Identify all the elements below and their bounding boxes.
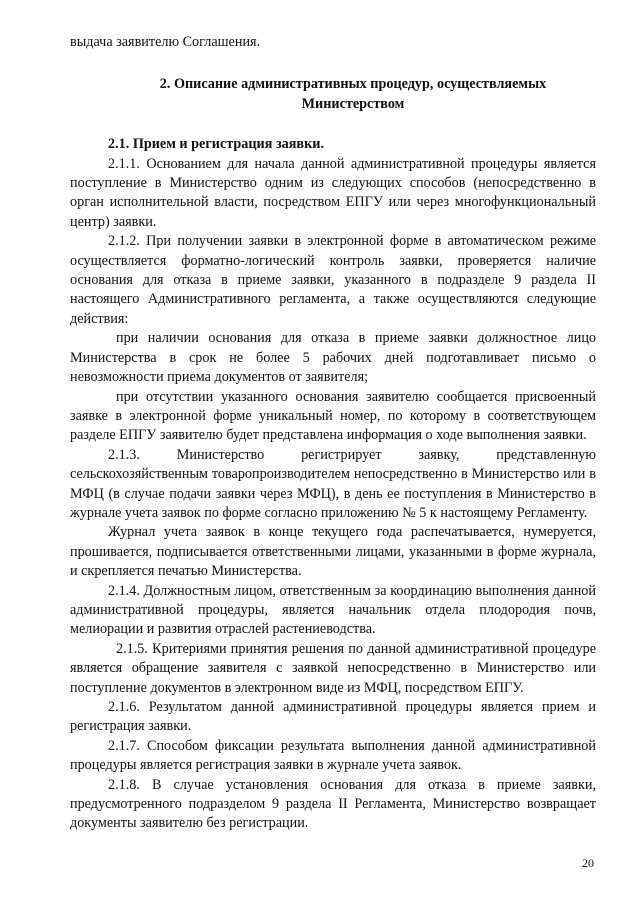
paragraph-2-1-2: 2.1.2. При получении заявки в электронной форме в автоматическом режиме осуществляется форматно-логический контроль заявки, проверяется наличие основания для отказа в приеме заявки, указанного в подразделе 9 раздела II настоящего Административного регламента, а также осуществляются следующие действия:: [70, 233, 596, 327]
section-heading-line2: Министерством: [301, 95, 405, 112]
page-number: 20: [582, 856, 594, 870]
section-heading: [70, 75, 596, 114]
lead-line: выдача заявителю Соглашения.: [70, 34, 261, 50]
paragraph-journal: Журнал учета заявок в конце текущего года распечатывается, нумеруется, прошивается, подписывается ответственными лицами, указанными в форме журнала, и скрепляется печатью Министерства.: [70, 524, 596, 580]
paragraph-2-1-3: 2.1.3. Министерство регистрирует заявку, представленную сельскохозяйственным товаропроизводителем непосредственно в Министерство или в МФЦ (в случае подачи заявки через МФЦ), в день ее поступления в Министерство в журнале учета заявок по форме согласно приложению № 5 к настоящему Регламенту.: [70, 446, 596, 521]
subsection-heading: 2.1. Прием и регистрация заявки.: [108, 136, 324, 153]
paragraph-2-1-4: 2.1.4. Должностным лицом, ответственным за координацию выполнения данной административной процедуры, является начальник отдела плодородия почв, мелиорации и развития отраслей растениеводства.: [70, 582, 596, 638]
section-heading-line1: 2. Описание административных процедур, осуществляемых: [159, 76, 547, 93]
paragraph-2-1-7: 2.1.7. Способом фиксации результата выполнения данной административной процедуры является регистрация заявки в журнале учета заявок.: [70, 737, 596, 774]
paragraph-refusal-case: при наличии основания для отказа в приеме заявки должностное лицо Министерства в срок не более 5 рабочих дней подготавливает письмо о невозможности приема документов от заявителя;: [70, 330, 596, 386]
paragraph-2-1-6: 2.1.6. Результатом данной административной процедуры является прием и регистрация заявки.: [70, 699, 596, 735]
paragraph-2-1-5: 2.1.5. Критериями принятия решения по данной административной процедуре является обращение заявителя с заявкой непосредственно в Министерство или поступление документов в электронном виде из МФЦ, посредством ЕПГУ.: [70, 640, 596, 696]
paragraph-no-refusal-case: при отсутствии указанного основания заявителю сообщается присвоенный заявке в электронной форме уникальный номер, по которому в соответствующем разделе ЕПГУ заявителю будет представлена информация о ходе выполнения заявки.: [70, 388, 596, 444]
paragraph-2-1-8: 2.1.8. В случае установления основания для отказа в приеме заявки, предусмотренного подразделом 9 раздела II Регламента, Министерство возвращает документы заявителю без регистрации.: [70, 776, 596, 832]
paragraph-2-1-1: 2.1.1. Основанием для начала данной административной процедуры является поступление в Министерство одним из следующих способов (непосредственно в орган исполнительной власти, посредством ЕПГУ или через многофункциональный центр) заявки.: [70, 155, 596, 230]
